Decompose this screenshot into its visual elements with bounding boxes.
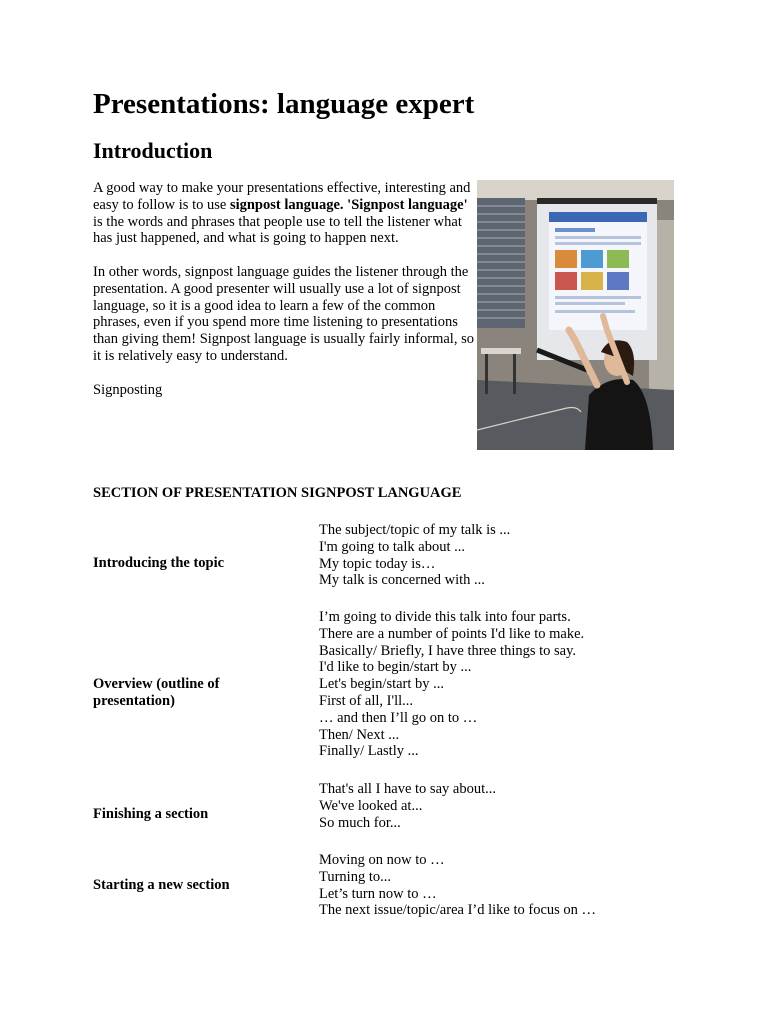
phrase: I’m going to divide this talk into four parts. (319, 609, 571, 625)
phrase: … and then I’ll go on to … (319, 709, 478, 726)
page-title: Presentations: language expert (93, 88, 475, 120)
phrase: The next issue/topic/area I’d like to focus on … (319, 902, 597, 919)
phrase: My topic today is… (319, 555, 436, 572)
phrase: I'm going to talk about ... (319, 538, 465, 555)
row-label: Starting a new section (93, 877, 230, 893)
row-label: Overview (outline of presentation) (93, 676, 220, 709)
presenter-photo-image (477, 180, 674, 450)
phrase: Then/ Next ... (319, 726, 400, 743)
phrase: Finally/ Lastly ... (319, 743, 419, 760)
phrase: So much for... (319, 814, 401, 831)
phrase: That's all I have to say about... (319, 781, 496, 797)
phrase: There are a number of points I'd like to make. (319, 625, 585, 642)
introduction-text (93, 180, 477, 415)
intro-paragraph-2: In other words, signpost language guides the listener through the presentation. A good presenter will usually use a lot of signpost language, so it is a good idea to learn a few of the common phrases, even if you spend more time listening to presentations than giving them! Signpost language is usually fairly informal, so it is relatively easy to understand. (93, 263, 474, 364)
intro-p1-bold: signpost language. 'Signpost language' (229, 196, 468, 213)
row-label: Finishing a section (93, 806, 209, 822)
phrase: I'd like to begin/start by ... (319, 659, 472, 676)
phrase: Let's begin/start by ... (319, 676, 445, 693)
phrase-list (319, 522, 719, 589)
phrase: My talk is concerned with ... (319, 572, 485, 589)
intro-paragraph-1 (93, 180, 477, 247)
phrase: First of all, I'll... (319, 692, 414, 709)
row-label: Introducing the topic (93, 555, 225, 571)
section-title-introduction: Introduction (93, 138, 213, 163)
phrase: Turning to... (319, 868, 391, 885)
presenter-photo (477, 180, 674, 450)
signpost-table-header: SECTION OF PRESENTATION SIGNPOST LANGUAGE (93, 485, 462, 501)
phrase: The subject/topic of my talk is ... (319, 522, 511, 538)
phrase: Moving on now to … (319, 852, 445, 868)
phrase: Let’s turn now to … (319, 885, 437, 902)
intro-p1-text-b: is the words and phrases that people use to tell the listener what has just happened, and what is going to happen next. (93, 213, 462, 247)
intro-p1-text-a: A good way to make your presentations effective, interesting and easy to follow is to use (93, 180, 471, 213)
intro-paragraph-3: Signposting (93, 381, 163, 398)
phrase-list (319, 609, 719, 760)
phrase: We've looked at... (319, 797, 423, 814)
phrase-list (319, 852, 719, 919)
phrase-list (319, 781, 719, 831)
phrase: Basically/ Briefly, I have three things to say. (319, 642, 577, 659)
